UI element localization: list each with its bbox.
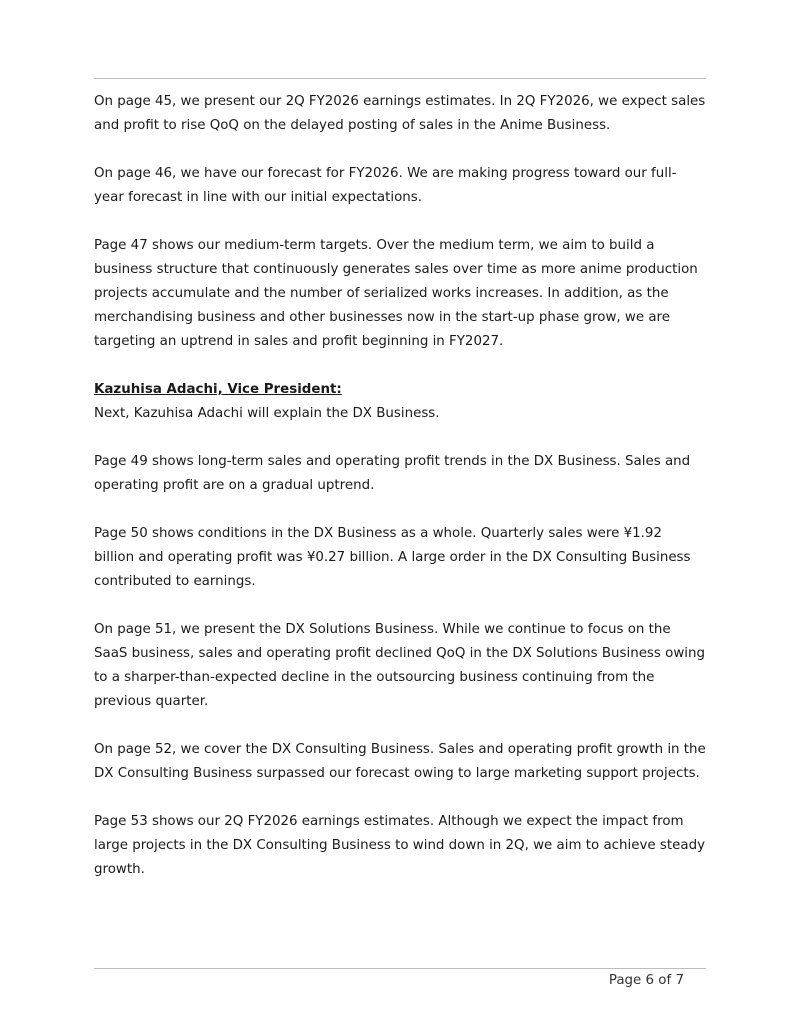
page-body xyxy=(94,90,706,906)
paragraph-page-52: On page 52, we cover the DX Consulting Business. Sales and operating profit growth in the DX Consulting Business surpassed our forecast owing to large marketing support projects. xyxy=(94,742,706,781)
paragraph-intro-dx: Next, Kazuhisa Adachi will explain the DX Business. xyxy=(94,406,440,421)
speaker-heading: Kazuhisa Adachi, Vice President: xyxy=(94,382,342,397)
page-number: Page 6 of 7 xyxy=(608,973,684,988)
paragraph-page-50: Page 50 shows conditions in the DX Business as a whole. Quarterly sales were ¥1.92 billion and operating profit was ¥0.27 billion. A large order in the DX Consulting Business contributed to earnings. xyxy=(94,526,691,589)
footer-divider xyxy=(94,968,706,969)
paragraph-page-49: Page 49 shows long-term sales and operating profit trends in the DX Business. Sales and operating profit are on a gradual uptrend. xyxy=(94,454,691,493)
paragraph-page-45: On page 45, we present our 2Q FY2026 earnings estimates. In 2Q FY2026, we expect sales and profit to rise QoQ on the delayed posting of sales in the Anime Business. xyxy=(94,94,706,133)
paragraph-page-51: On page 51, we present the DX Solutions Business. While we continue to focus on the SaaS business, sales and operating profit declined QoQ in the DX Solutions Business owing to a sharper-than-expected decline in the outsourcing business continuing from the previous quarter. xyxy=(94,622,705,709)
paragraph-page-47: Page 47 shows our medium-term targets. Over the medium term, we aim to build a business structure that continuously generates sales over time as more anime production projects accumulate and the number of serialized works increases. In addition, as the merchandising business and other businesses now in the start-up phase grow, we are targeting an uptrend in sales and profit beginning in FY2027. xyxy=(94,238,698,349)
paragraph-page-46: On page 46, we have our forecast for FY2026. We are making progress toward our full-year forecast in line with our initial expectations. xyxy=(94,166,677,205)
header-divider xyxy=(94,78,706,79)
paragraph-page-53: Page 53 shows our 2Q FY2026 earnings estimates. Although we expect the impact from large projects in the DX Consulting Business to wind down in 2Q, we aim to achieve steady growth. xyxy=(94,814,706,877)
